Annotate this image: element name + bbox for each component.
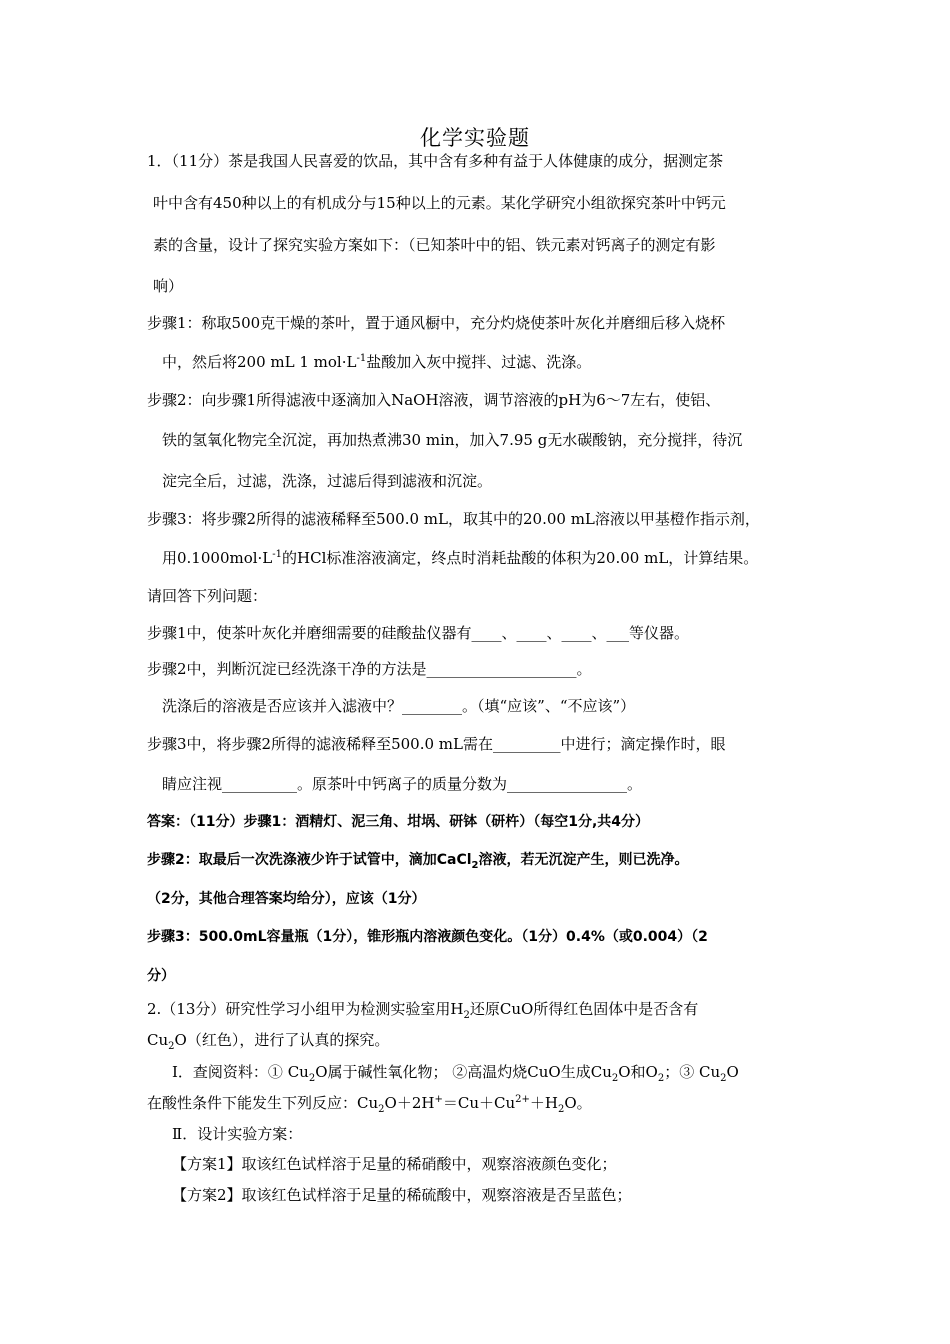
q1-intro-line: 素的含量，设计了探究实验方案如下：（已知茶叶中的铝、铁元素对钙离子的测定有影 — [153, 236, 716, 254]
q1-answer-line: 分） — [147, 968, 175, 984]
q1-answer-line: 答案：（11分）步骤1：酒精灯、泥三角、坩埚、研钵（研杵）（每空1分,共4分） — [147, 814, 650, 830]
q2-line: Ⅱ．设计实验方案： — [172, 1125, 303, 1143]
q1-question: 步骤3中，将步骤2所得的滤液稀释至500.0 mL需在_________中进行；滴定操作时，眼 — [147, 735, 726, 753]
q2-line: Ⅰ．查阅资料：① $Cu_2O$属于碱性氧化物； ②高温灼烧CuO生成$Cu_2O$和$O_2$；③ $Cu_2O$ — [172, 1063, 739, 1084]
q1-answer-line: 步骤2：取最后一次洗涤液少许于试管中，滴加CaCl$_2$溶液，若无沉淀产生，则已洗净。 — [147, 852, 689, 871]
q1-step2-line: 铁的氢氧化物完全沉淀，再加热煮沸30 min，加入7.95 g无水碳酸钠，充分搅拌，待沉 — [162, 431, 743, 449]
q2-line: 【方案2】取该红色试样溶于足量的稀硫酸中，观察溶液是否呈蓝色； — [172, 1186, 632, 1204]
q1-step1-line: 中，然后将200 mL 1 $mol\cdot L^{-1}$盐酸加入灰中搅拌、过滤、洗涤。 — [162, 353, 592, 371]
q1-step2-line: 淀完全后，过滤，洗涤，过滤后得到滤液和沉淀。 — [162, 472, 493, 490]
q1-step3-line: 用$0.1000mol\cdot L^{-1}$的HCl标准溶液滴定，终点时消耗盐酸的体积为20.00 mL，计算结果。 — [162, 549, 759, 567]
q2-line: 【方案1】取该红色试样溶于足量的稀硝酸中，观察溶液颜色变化； — [172, 1155, 617, 1173]
q1-question: 步骤2中，判断沉淀已经洗涤干净的方法是____________________。 — [147, 660, 592, 678]
q1-prompt: 请回答下列问题： — [147, 587, 268, 605]
q1-answer-line: （2分，其他合理答案均给分），应该（1分） — [147, 891, 426, 907]
q1-step3-line: 步骤3：将步骤2所得的滤液稀释至500.0 mL，取其中的20.00 mL溶液以甲基橙作指示剂， — [147, 510, 760, 528]
q2-line: 2.（13分）研究性学习小组甲为检测实验室用$H_2$还原CuO所得红色固体中是否含有 — [147, 1000, 699, 1021]
q1-intro-line: 叶中含有450种以上的有机成分与15种以上的元素。某化学研究小组欲探究茶叶中钙元 — [153, 194, 726, 212]
q1-intro-line: 响） — [153, 277, 184, 295]
q2-line: 在酸性条件下能发生下列反应：$Cu_2O+2H^+=Cu+Cu^{2+}+H_2O$。 — [147, 1094, 592, 1115]
q2-line: $Cu_2O$（红色），进行了认真的探究。 — [147, 1031, 390, 1052]
q1-step1-line: 步骤1：称取500克干燥的茶叶，置于通风橱中，充分灼烧使茶叶灰化并磨细后移入烧杯 — [147, 314, 726, 332]
q1-question: 睛应注视__________。原茶叶中钙离子的质量分数为________________。 — [162, 775, 643, 793]
q1-question: 洗涤后的溶液是否应该并入滤液中？________。（填“应该”、“不应该”） — [162, 697, 636, 715]
page-title: 化学实验题 — [420, 126, 530, 150]
q1-intro-line: 1．（11分）茶是我国人民喜爱的饮品，其中含有多种有益于人体健康的成分，据测定茶 — [147, 152, 724, 170]
q1-question: 步骤1中，使茶叶灰化并磨细需要的硅酸盐仪器有____、____、____、___等仪器。 — [147, 624, 690, 642]
q1-step2-line: 步骤2：向步骤1所得滤液中逐滴加入NaOH溶液，调节溶液的pH为6～7左右，使铝、 — [147, 391, 721, 409]
q1-answer-line: 步骤3：500.0mL容量瓶（1分），锥形瓶内溶液颜色变化。（1分）0.4%（或0.004）（2 — [147, 929, 708, 945]
